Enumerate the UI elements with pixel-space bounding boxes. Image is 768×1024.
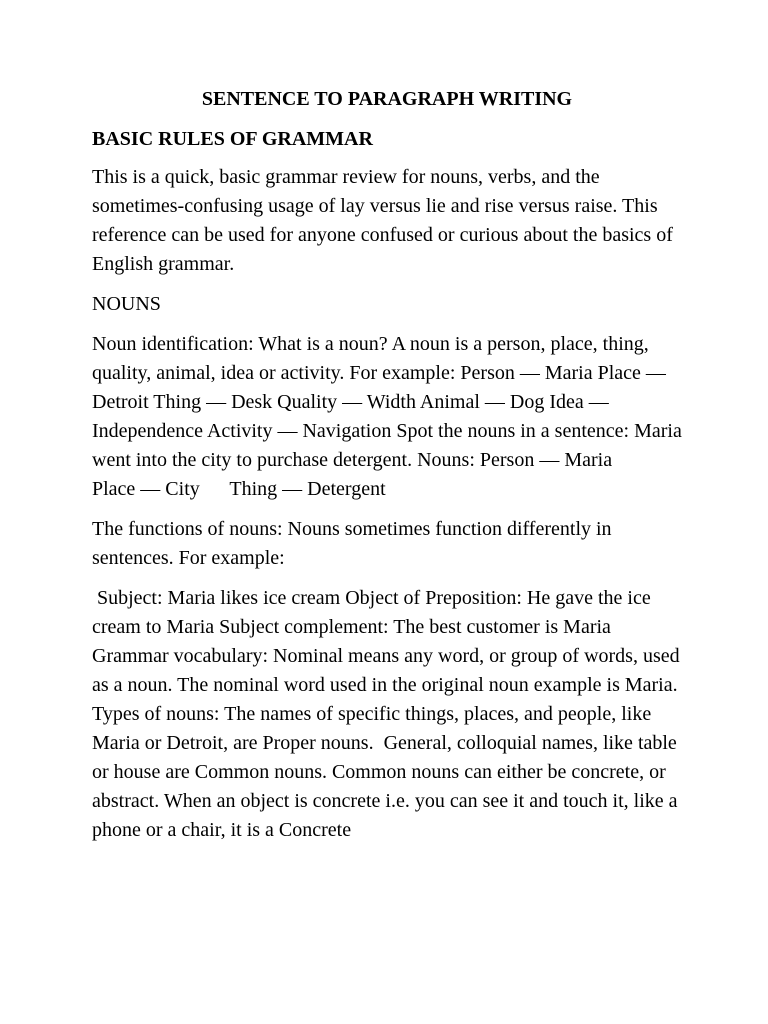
noun-functions-paragraph: The functions of nouns: Nouns sometimes function differently in sentences. For example: xyxy=(92,518,617,569)
document-title: SENTENCE TO PARAGRAPH WRITING xyxy=(201,88,573,110)
nouns-label: NOUNS xyxy=(92,293,161,315)
section-heading: BASIC RULES OF GRAMMAR xyxy=(92,128,373,150)
intro-paragraph: This is a quick, basic grammar review for nouns, verbs, and the sometimes-confusing usage of lay versus lie and rise versus raise. This reference can be used for anyone confused or curious about the basics of English grammar. xyxy=(92,166,678,275)
noun-examples-paragraph: Subject: Maria likes ice cream Object of Preposition: He gave the ice cream to Maria Subject complement: The best customer is Maria Grammar vocabulary: Nominal means any word, or group of words, used as a noun. The nominal word used in the original noun example is Maria. Types of nouns: The names of specific things, places, and people, like Maria or Detroit, are Proper nouns. General, colloquial names, like table or house are Common nouns. Common nouns can either be concrete, or abstract. When an object is concrete i.e. you can see it and touch it, like a phone or a chair, it is a Concrete xyxy=(92,587,685,841)
document-page xyxy=(92,86,687,856)
noun-identification-paragraph: Noun identification: What is a noun? A noun is a person, place, thing, quality, animal, idea or activity. For example: Person — Maria Place — Detroit Thing — Desk Quality — Width Animal — Dog Idea — Independence Activity — Navigation Spot the nouns in a sentence: Maria went into the city to purchase detergent. Nouns: Person — Maria Place — City Thing — Detergent xyxy=(92,333,687,500)
